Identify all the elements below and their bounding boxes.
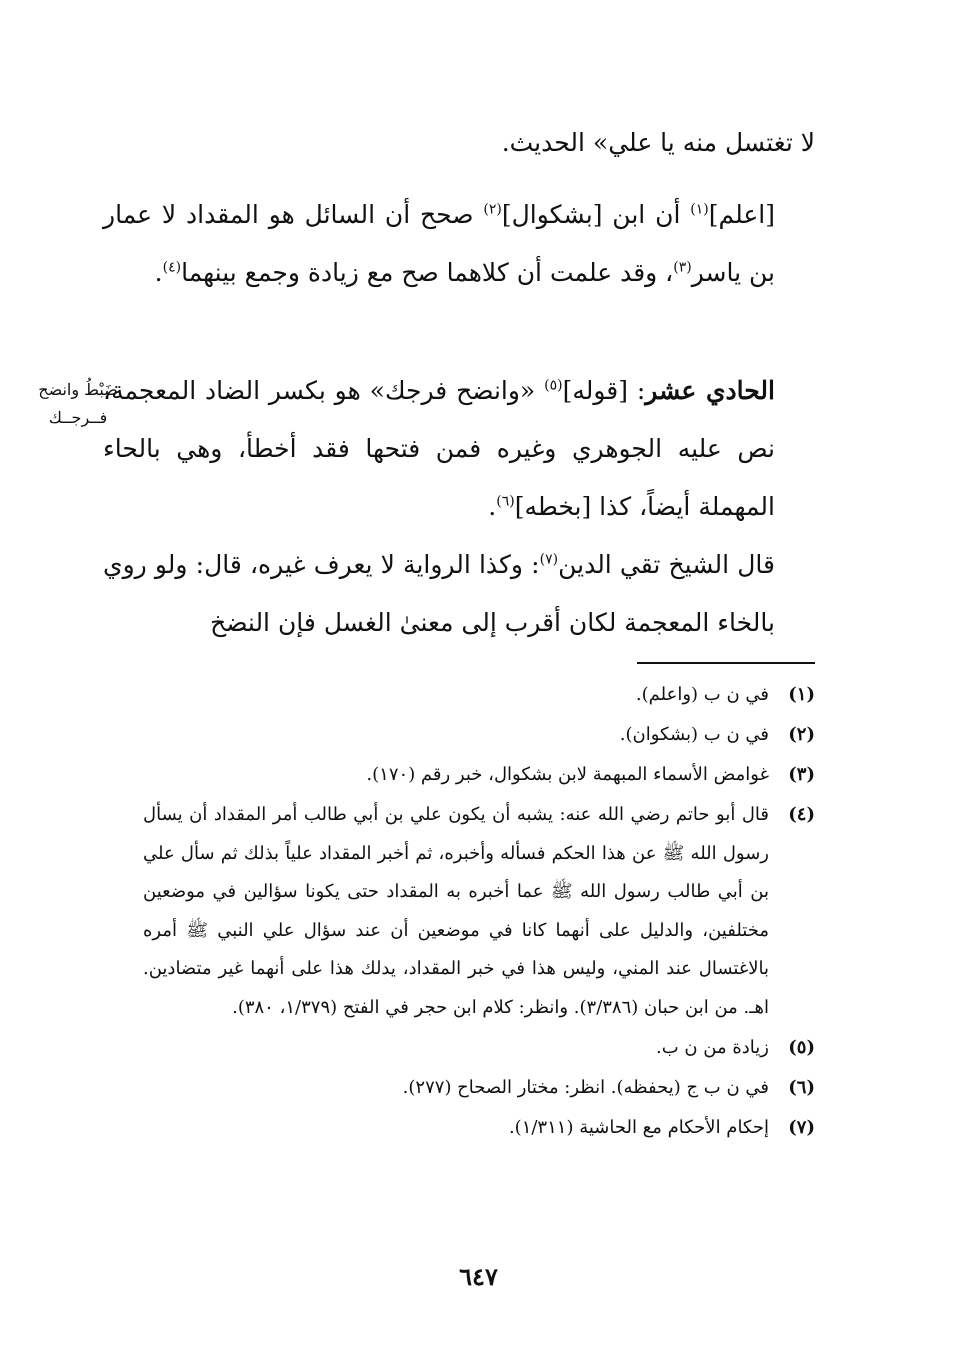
paragraph-3-text: «وانضح فرجك» هو بكسر الضاد المعجمة، نص عليه الجوهري وغيره فمن فتحها فقد أخطأ، وهي بالحاء المهملة أيضاً، كذا [بخطه] — [103, 376, 775, 521]
footnote-number: (٦) — [788, 1077, 815, 1098]
footnote-ref-1: (١) — [690, 201, 709, 218]
paragraph-2-text: [اعلم] — [708, 200, 775, 229]
footnote-number: (٣) — [788, 764, 815, 785]
footnote-text: في ن ب ج (يحفظه). انظر: مختار الصحاح (٢٧٧). — [402, 1077, 769, 1098]
footnote-text: زيادة من ن ب. — [655, 1037, 769, 1058]
footnote-text: إحكام الأحكام مع الحاشية (١/٣١١). — [508, 1117, 769, 1138]
footnote-item — [143, 676, 815, 714]
footnote-item — [143, 796, 815, 1027]
section-heading: الحادي عشر — [645, 376, 775, 405]
footnote-text: قال أبو حاتم رضي الله عنه: يشبه أن يكون علي بن أبي طالب أمر المقداد أن يسأل رسول الله ﷺ عن هذا الحكم فسأله وأخبره، ثم أخبر المقداد علياً بذلك ثم سأل علي بن أبي طالب رسول الله ﷺ عما أخبره به المقداد حتى يكونا سؤالين في موضعين مختلفين، والدليل على أنهما كانا في موضعين أن عند سؤال علي النبي ﷺ أمره بالاغتسال عند المني، وليس هذا في خبر المقداد، يدلك هذا على أنهما غير متضادين. اهـ. من ابن حبان (٣/٣٨٦). وانظر: كلام ابن حجر في الفتح (١/٣٧٩، ٣٨٠). — [143, 804, 769, 1018]
footnote-ref-3: (٣) — [673, 259, 692, 276]
footnote-ref-4: (٤) — [162, 259, 182, 276]
paragraph-2 — [103, 186, 815, 302]
footnote-ref-6: (٦) — [496, 493, 515, 510]
footnote-divider — [637, 662, 815, 664]
footnote-item — [143, 1069, 815, 1107]
margin-note — [22, 376, 134, 432]
footnote-number: (٢) — [788, 724, 815, 745]
margin-note-line-2: فــرجــك — [48, 408, 108, 427]
footnote-number: (١) — [788, 684, 815, 705]
margin-note-line-1: ضَبْطُ وانضح — [38, 380, 118, 399]
footnote-text: في ن ب (بشكوان). — [619, 724, 769, 745]
paragraph-1-text: لا تغتسل منه يا علي» الحديث. — [501, 128, 815, 157]
footnote-item — [143, 1029, 815, 1067]
page-number: ٦٤٧ — [459, 1262, 498, 1291]
paragraph-2-text: أن ابن [بشكوال] — [501, 200, 691, 229]
footnote-ref-5: (٥) — [544, 377, 563, 394]
footnote-text: غوامض الأسماء المبهمة لابن بشكوال، خبر رقم (١٧٠). — [366, 764, 769, 785]
footnote-text: في ن ب (واعلم). — [635, 684, 769, 705]
paragraph-1 — [143, 114, 815, 172]
paragraph-4 — [103, 536, 815, 652]
paragraph-4-text: قال الشيخ تقي الدين — [558, 550, 775, 579]
footnote-number: (٥) — [788, 1037, 815, 1058]
paragraph-2-text: ، وقد علمت أن كلاهما صح مع زيادة وجمع بينهما — [181, 258, 674, 287]
paragraph-2-text: صحح أن السائل هو المقداد لا عمار بن ياسر — [103, 200, 775, 287]
footnote-number: (٤) — [788, 804, 815, 825]
footnote-ref-7: (٧) — [539, 551, 559, 568]
paragraph-3-text: : [قوله] — [562, 376, 646, 405]
footnote-number: (٧) — [788, 1117, 815, 1138]
footnote-item — [143, 716, 815, 754]
footnotes — [143, 676, 815, 1149]
paragraph-4-text: : وكذا الرواية لا يعرف غيره، قال: ولو روي بالخاء المعجمة لكان أقرب إلى معنىٰ الغسل فإن النضخ — [103, 550, 775, 637]
footnote-ref-2: (٢) — [483, 201, 502, 218]
paragraph-2-text: . — [154, 258, 163, 287]
footnote-item — [143, 1109, 815, 1147]
paragraph-3 — [103, 362, 815, 536]
footnote-item — [143, 756, 815, 794]
paragraph-3-text: . — [488, 492, 497, 521]
